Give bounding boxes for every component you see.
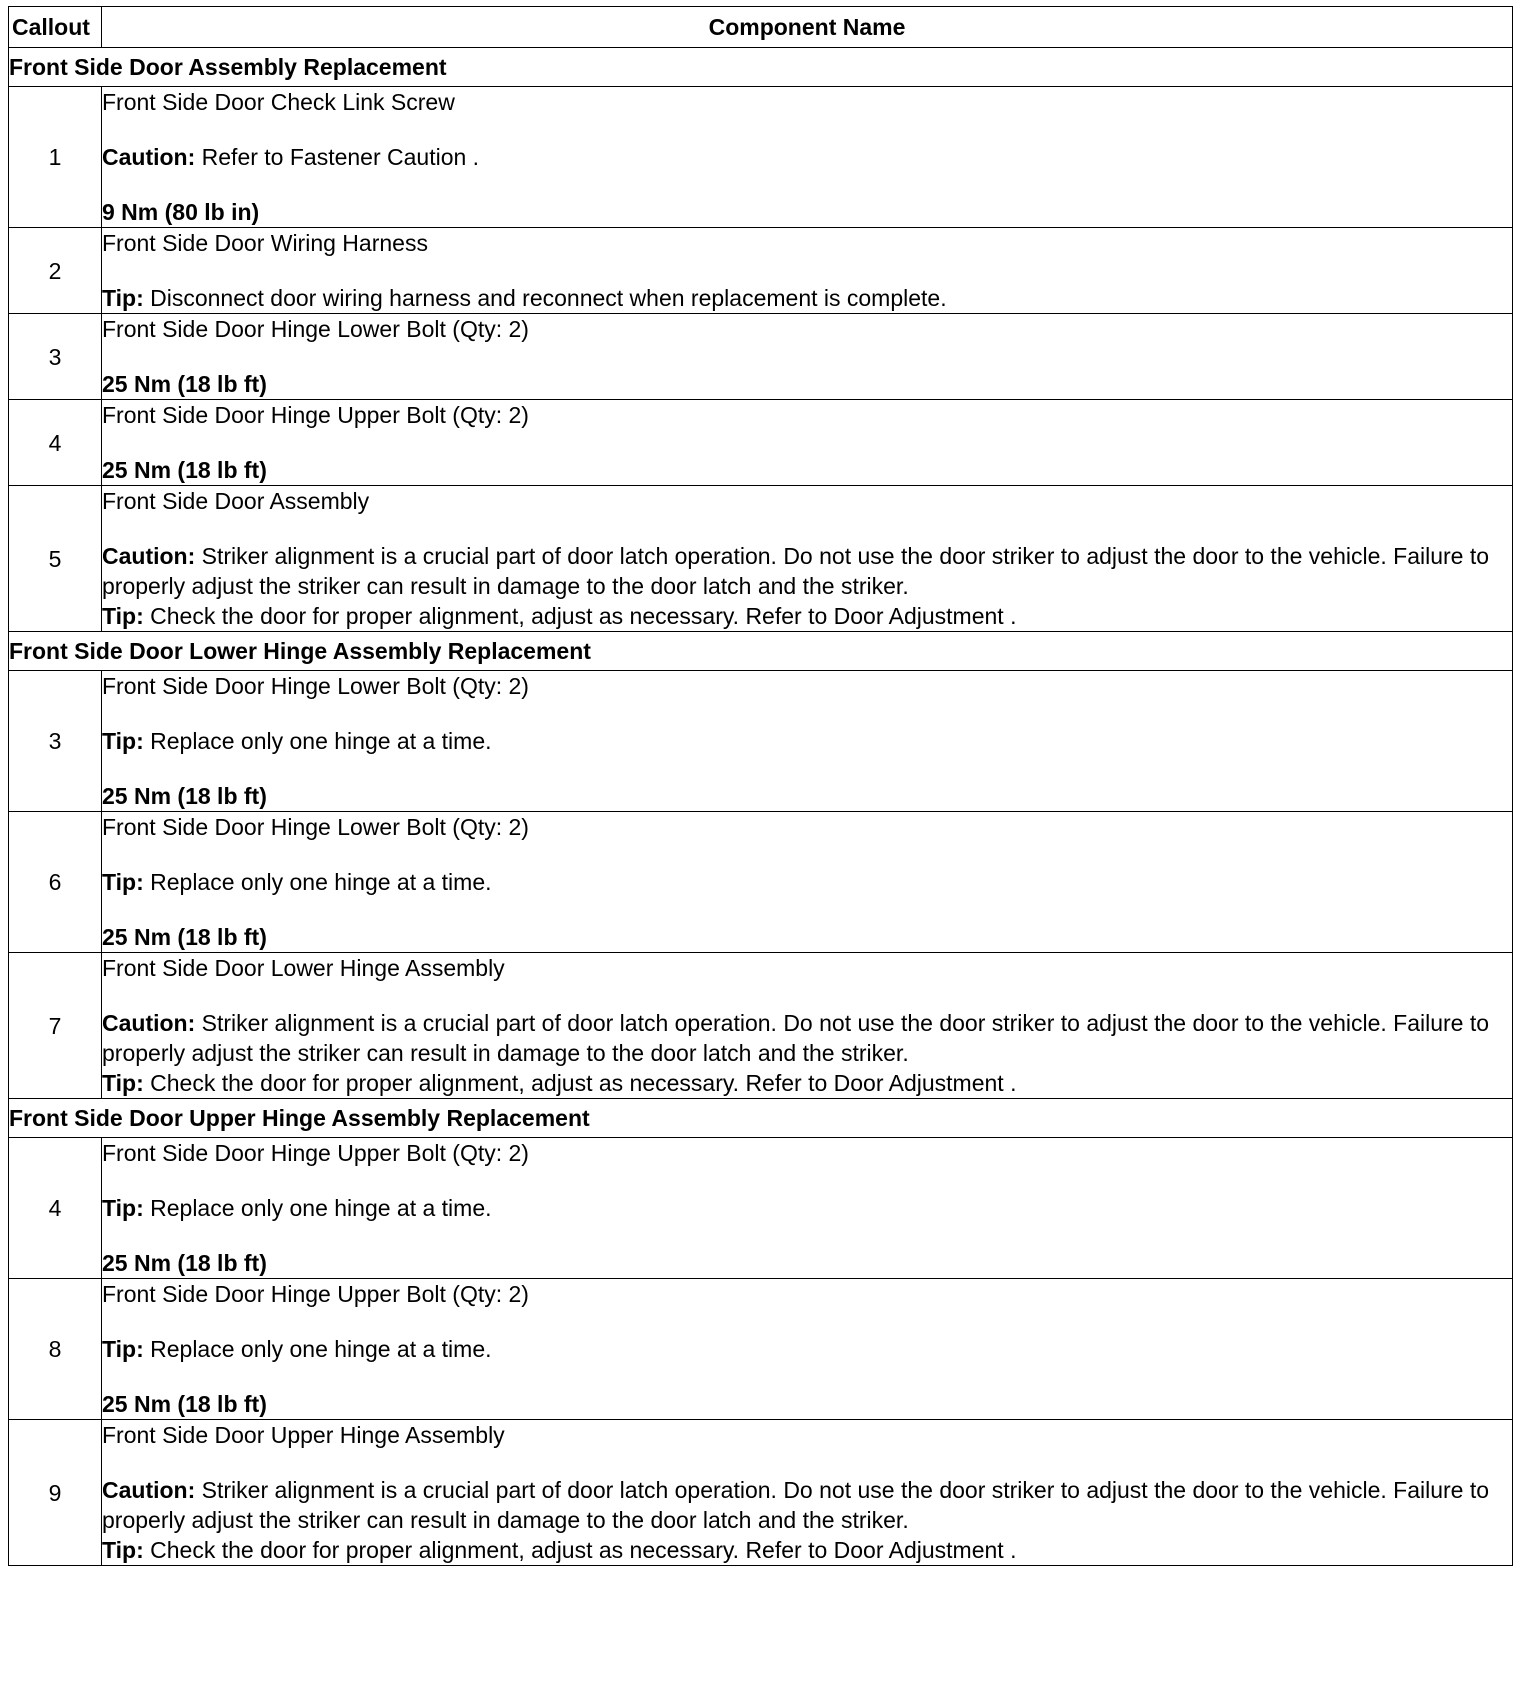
component-name: Front Side Door Check Link Screw bbox=[102, 89, 455, 115]
callout-number: 9 bbox=[9, 1420, 102, 1566]
section-row bbox=[9, 1099, 1513, 1138]
callout-number: 6 bbox=[9, 812, 102, 953]
tip-text: Check the door for proper alignment, adjust as necessary. Refer to Door Adjustment . bbox=[143, 1070, 1017, 1096]
torque-spec: 25 Nm (18 lb ft) bbox=[102, 924, 267, 950]
caution-note bbox=[102, 1475, 1512, 1535]
tip-note bbox=[102, 1334, 1512, 1364]
table-row bbox=[9, 87, 1513, 228]
caution-note bbox=[102, 142, 1512, 172]
tip-note bbox=[102, 867, 1512, 897]
component-name: Front Side Door Hinge Upper Bolt (Qty: 2) bbox=[102, 402, 529, 428]
component-cell bbox=[102, 1420, 1513, 1566]
component-cell bbox=[102, 400, 1513, 486]
component-name: Front Side Door Hinge Lower Bolt (Qty: 2) bbox=[102, 673, 529, 699]
table-row bbox=[9, 486, 1513, 632]
table-row bbox=[9, 953, 1513, 1099]
caution-text: Striker alignment is a crucial part of door latch operation. Do not use the door striker to adjust the door to the vehicle. Failure to properly adjust the striker can result in damage to the door latch and the striker. bbox=[102, 1477, 1490, 1533]
tip-text: Replace only one hinge at a time. bbox=[143, 728, 492, 754]
callout-number: 2 bbox=[9, 228, 102, 314]
caution-note bbox=[102, 541, 1512, 601]
caution-label: Caution: bbox=[102, 1010, 196, 1036]
caution-text: Striker alignment is a crucial part of door latch operation. Do not use the door striker to adjust the door to the vehicle. Failure to properly adjust the striker can result in damage to the door latch and the striker. bbox=[102, 1010, 1490, 1066]
table-row bbox=[9, 228, 1513, 314]
table-row bbox=[9, 400, 1513, 486]
document-page bbox=[8, 6, 1512, 1566]
component-cell bbox=[102, 486, 1513, 632]
tip-note bbox=[102, 1535, 1512, 1565]
caution-text: Refer to Fastener Caution . bbox=[195, 144, 480, 170]
tip-note bbox=[102, 726, 1512, 756]
caution-label: Caution: bbox=[102, 144, 196, 170]
caution-label: Caution: bbox=[102, 1477, 196, 1503]
component-cell bbox=[102, 671, 1513, 812]
callout-number: 8 bbox=[9, 1279, 102, 1420]
table-row bbox=[9, 1420, 1513, 1566]
tip-label: Tip: bbox=[102, 285, 144, 311]
callout-number: 4 bbox=[9, 1138, 102, 1279]
table-row bbox=[9, 812, 1513, 953]
component-cell bbox=[102, 87, 1513, 228]
torque-spec: 25 Nm (18 lb ft) bbox=[102, 371, 267, 397]
tip-label: Tip: bbox=[102, 1070, 144, 1096]
component-name: Front Side Door Hinge Lower Bolt (Qty: 2) bbox=[102, 814, 529, 840]
tip-text: Check the door for proper alignment, adjust as necessary. Refer to Door Adjustment . bbox=[143, 603, 1017, 629]
section-title: Front Side Door Assembly Replacement bbox=[9, 48, 1513, 87]
component-name: Front Side Door Hinge Upper Bolt (Qty: 2) bbox=[102, 1140, 529, 1166]
tip-note bbox=[102, 1193, 1512, 1223]
table-row bbox=[9, 1138, 1513, 1279]
tip-label: Tip: bbox=[102, 728, 144, 754]
tip-text: Replace only one hinge at a time. bbox=[143, 1195, 492, 1221]
component-cell bbox=[102, 1138, 1513, 1279]
section-title: Front Side Door Upper Hinge Assembly Replacement bbox=[9, 1099, 1513, 1138]
component-cell bbox=[102, 228, 1513, 314]
component-name: Front Side Door Hinge Lower Bolt (Qty: 2) bbox=[102, 316, 529, 342]
tip-label: Tip: bbox=[102, 1336, 144, 1362]
tip-label: Tip: bbox=[102, 1537, 144, 1563]
component-name: Front Side Door Lower Hinge Assembly bbox=[102, 955, 505, 981]
section-row bbox=[9, 632, 1513, 671]
component-cell bbox=[102, 1279, 1513, 1420]
section-row bbox=[9, 48, 1513, 87]
tip-note bbox=[102, 601, 1512, 631]
tip-text: Replace only one hinge at a time. bbox=[143, 1336, 492, 1362]
torque-spec: 9 Nm (80 lb in) bbox=[102, 199, 260, 225]
caution-label: Caution: bbox=[102, 543, 196, 569]
callout-number: 3 bbox=[9, 314, 102, 400]
tip-label: Tip: bbox=[102, 1195, 144, 1221]
tip-text: Disconnect door wiring harness and reconnect when replacement is complete. bbox=[143, 285, 947, 311]
callout-table bbox=[8, 6, 1513, 1566]
component-name: Front Side Door Upper Hinge Assembly bbox=[102, 1422, 505, 1448]
caution-text: Striker alignment is a crucial part of door latch operation. Do not use the door striker to adjust the door to the vehicle. Failure to properly adjust the striker can result in damage to the door latch and the striker. bbox=[102, 543, 1490, 599]
torque-spec: 25 Nm (18 lb ft) bbox=[102, 457, 267, 483]
table-row bbox=[9, 314, 1513, 400]
component-name: Front Side Door Hinge Upper Bolt (Qty: 2) bbox=[102, 1281, 529, 1307]
table-row bbox=[9, 1279, 1513, 1420]
component-name-column-header: Component Name bbox=[102, 7, 1513, 48]
tip-note bbox=[102, 1068, 1512, 1098]
callout-number: 5 bbox=[9, 486, 102, 632]
torque-spec: 25 Nm (18 lb ft) bbox=[102, 783, 267, 809]
section-title: Front Side Door Lower Hinge Assembly Replacement bbox=[9, 632, 1513, 671]
tip-note bbox=[102, 283, 1512, 313]
header-row bbox=[9, 7, 1513, 48]
callout-number: 4 bbox=[9, 400, 102, 486]
torque-spec: 25 Nm (18 lb ft) bbox=[102, 1250, 267, 1276]
callout-number: 3 bbox=[9, 671, 102, 812]
torque-spec: 25 Nm (18 lb ft) bbox=[102, 1391, 267, 1417]
tip-text: Check the door for proper alignment, adjust as necessary. Refer to Door Adjustment . bbox=[143, 1537, 1017, 1563]
callout-number: 1 bbox=[9, 87, 102, 228]
table-row bbox=[9, 671, 1513, 812]
component-cell bbox=[102, 812, 1513, 953]
component-cell bbox=[102, 314, 1513, 400]
caution-note bbox=[102, 1008, 1512, 1068]
tip-label: Tip: bbox=[102, 869, 144, 895]
callout-column-header: Callout bbox=[9, 7, 102, 48]
tip-text: Replace only one hinge at a time. bbox=[143, 869, 492, 895]
callout-number: 7 bbox=[9, 953, 102, 1099]
tip-label: Tip: bbox=[102, 603, 144, 629]
component-name: Front Side Door Wiring Harness bbox=[102, 230, 428, 256]
component-cell bbox=[102, 953, 1513, 1099]
component-name: Front Side Door Assembly bbox=[102, 488, 370, 514]
